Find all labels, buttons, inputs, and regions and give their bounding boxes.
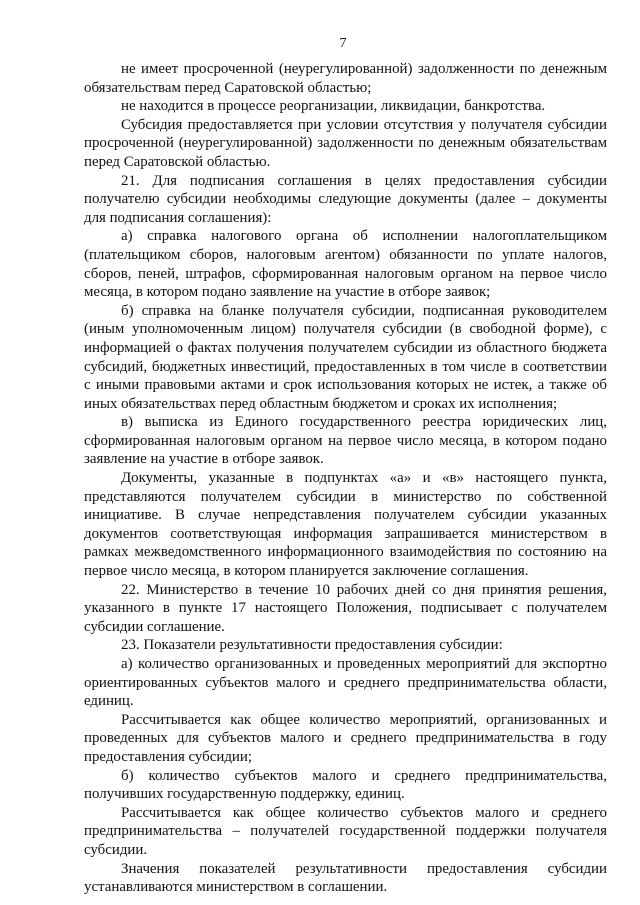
paragraph: не находится в процессе реорганизации, ликвидации, банкротства. (121, 98, 546, 115)
document-body (84, 60, 607, 897)
paragraph: а) справка налогового органа об исполнении налогоплательщиком (плательщиком сборов, налоговым агентом) обязанности по уплате налогов, сборов, пеней, штрафов, сформированная налоговым органом на первое число месяца, в котором подано заявление на участие в отборе заявок; (84, 228, 607, 301)
paragraph: Документы, указанные в подпунктах «а» и «в» настоящего пункта, представляются получателем субсидии в министерство по собственной инициативе. В случае непредставления получателем субсидии указанных документов соответствующая информация запрашивается министерством в рамках межведомственного информационного взаимодействия по состоянию на первое число месяца, в котором планируется заключение соглашения. (84, 470, 607, 580)
paragraph: Субсидия предоставляется при условии отсутствия у получателя субсидии просроченной (неурегулированной) задолженности по денежным обязательствам перед Саратовской областью. (84, 116, 607, 170)
paragraph: а) количество организованных и проведенных мероприятий для экспортно ориентированных субъектов малого и среднего предпринимательства области, единиц. (84, 656, 607, 710)
page-number: 7 (339, 36, 347, 51)
paragraph: 21. Для подписания соглашения в целях предоставления субсидии получателю субсидии необходимы следующие документы (далее – документы для подписания соглашения): (84, 172, 607, 226)
paragraph: Значения показателей результативности предоставления субсидии устанавливаются министерством в соглашении. (84, 860, 607, 896)
paragraph: 23. Показатели результативности предоставления субсидии: (121, 637, 503, 654)
paragraph: б) количество субъектов малого и среднего предпринимательства, получивших государственную поддержку, единиц. (84, 767, 607, 803)
paragraph: 22. Министерство в течение 10 рабочих дней со дня принятия решения, указанного в пункте 17 настоящего Положения, подписывает с получателем субсидии соглашение. (84, 581, 607, 635)
paragraph: не имеет просроченной (неурегулированной) задолженности по денежным обязательствам перед Саратовской областью; (84, 61, 607, 96)
paragraph: в) выписка из Единого государственного реестра юридических лиц, сформированная налоговым органом на первое число месяца, в котором подано заявление на участие в отборе заявок. (84, 414, 607, 468)
paragraph: Рассчитывается как общее количество субъектов малого и среднего предпринимательства – получателей государственной поддержки получателя субсидии. (84, 804, 607, 858)
paragraph: Рассчитывается как общее количество мероприятий, организованных и проведенных для субъектов малого и среднего предпринимательства в году предоставления субсидии; (84, 711, 607, 765)
paragraph: б) справка на бланке получателя субсидии, подписанная руководителем (иным уполномоченным лицом) получателя субсидии (в свободной форме), с информацией о фактах получения получателем субсидии из областного бюджета субсидий, бюджетных инвестиций, предоставленных в том числе в соответствии с иными правовыми актами и срок использования которых не истек, а также об иных обязательствах перед областным бюджетом и сроках их исполнения; (84, 302, 607, 412)
